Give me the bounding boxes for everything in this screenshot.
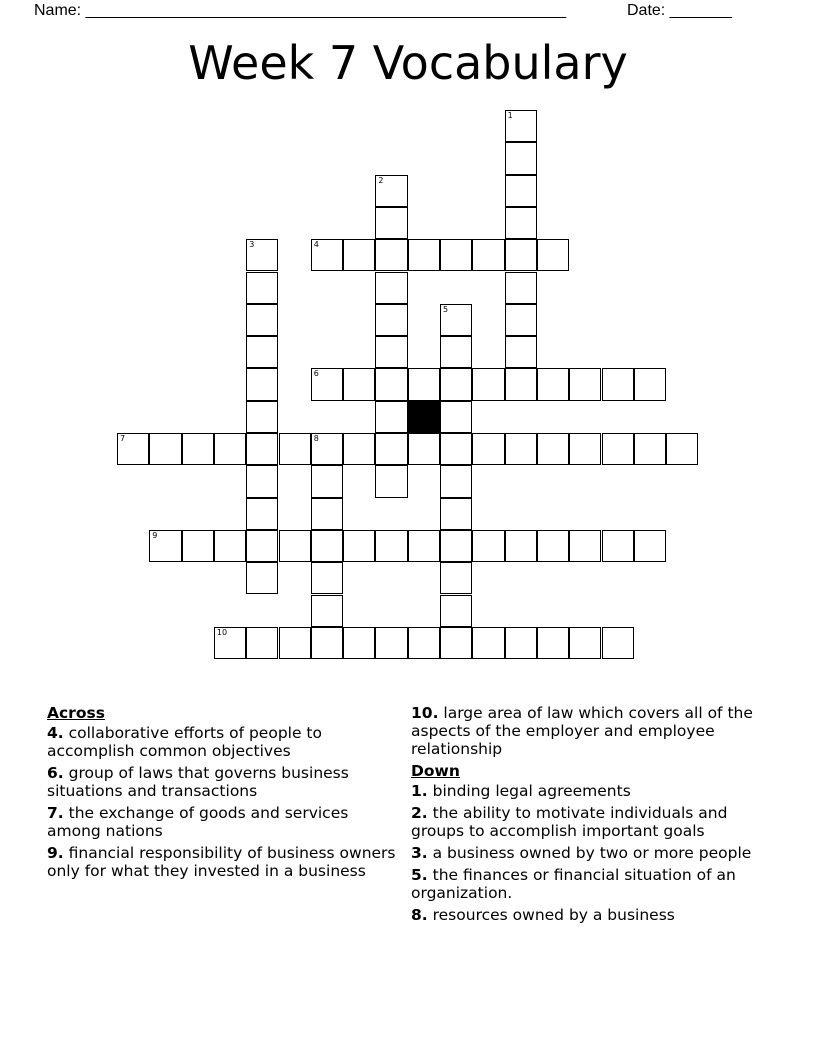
clue-text: the ability to motivate individuals and groups to accomplish important goals <box>411 804 728 840</box>
clue-number: 9 <box>152 530 158 540</box>
grid-cell[interactable] <box>375 368 407 400</box>
clue-item <box>411 844 781 862</box>
grid-cell[interactable] <box>505 530 537 562</box>
grid-cell[interactable] <box>214 433 246 465</box>
grid-cell[interactable] <box>246 465 278 497</box>
grid-cell[interactable] <box>375 401 407 433</box>
grid-cell[interactable] <box>408 239 440 271</box>
grid-cell[interactable] <box>375 465 407 497</box>
grid-cell[interactable] <box>505 175 537 207</box>
grid-cell[interactable] <box>472 239 504 271</box>
grid-cell[interactable] <box>246 530 278 562</box>
clue-num: 3. <box>411 844 428 862</box>
grid-cell[interactable] <box>440 239 472 271</box>
grid-cell[interactable] <box>214 530 246 562</box>
clue-text: large area of law which covers all of the aspects of the employer and employee relationship <box>411 704 753 758</box>
clue-number: 4 <box>313 240 319 250</box>
grid-cell[interactable] <box>440 401 472 433</box>
grid-cell[interactable] <box>505 142 537 174</box>
clue-number: 10 <box>216 627 228 637</box>
grid-cell[interactable] <box>343 627 375 659</box>
grid-cell[interactable] <box>311 368 343 400</box>
clue-num: 9. <box>47 844 64 862</box>
grid-cell[interactable] <box>602 433 634 465</box>
grid-cell[interactable] <box>472 368 504 400</box>
grid-cell[interactable] <box>343 530 375 562</box>
grid-cell[interactable] <box>311 239 343 271</box>
grid-cell[interactable] <box>375 175 407 207</box>
clues-right <box>411 704 781 928</box>
grid-cell[interactable] <box>117 433 149 465</box>
page-title: Week 7 Vocabulary <box>188 36 628 90</box>
clue-num: 4. <box>47 724 64 742</box>
grid-cell[interactable] <box>537 433 569 465</box>
grid-cell[interactable] <box>311 530 343 562</box>
clue-item <box>411 866 781 902</box>
grid-cell[interactable] <box>375 304 407 336</box>
clue-text: group of laws that governs business situations and transactions <box>47 764 349 800</box>
grid-cell[interactable] <box>375 627 407 659</box>
clue-number: 7 <box>120 434 126 443</box>
clue-text: binding legal agreements <box>427 782 631 800</box>
grid-cell[interactable] <box>440 433 472 465</box>
grid-cell[interactable] <box>279 433 311 465</box>
grid-cell[interactable] <box>246 272 278 304</box>
grid-cell[interactable] <box>472 530 504 562</box>
date-field: Date: _______ <box>627 2 732 19</box>
grid-cell[interactable] <box>666 433 698 465</box>
grid-cell[interactable] <box>537 530 569 562</box>
grid-cell[interactable] <box>505 239 537 271</box>
grid-cell[interactable] <box>440 627 472 659</box>
grid-cell[interactable] <box>214 627 246 659</box>
clue-text: collaborative efforts of people to accomplish common objectives <box>47 724 322 760</box>
clue-num: 6. <box>47 764 64 782</box>
grid-cell[interactable] <box>440 530 472 562</box>
clue-item <box>47 724 397 760</box>
clue-number: 6 <box>313 369 319 379</box>
clue-num: 7. <box>47 804 64 822</box>
grid-cell[interactable] <box>279 627 311 659</box>
grid-cell[interactable] <box>311 595 343 627</box>
grid-cell[interactable] <box>505 110 537 142</box>
grid-cell[interactable] <box>279 530 311 562</box>
clue-text: the exchange of goods and services among nations <box>47 804 349 840</box>
clue-num: 8. <box>411 906 428 924</box>
grid-cell[interactable] <box>311 465 343 497</box>
grid-cell[interactable] <box>440 595 472 627</box>
clues-left <box>47 704 397 884</box>
clue-text: resources owned by a business <box>427 906 675 924</box>
grid-cell[interactable] <box>569 530 601 562</box>
clue-number: 5 <box>443 304 449 314</box>
grid-cell[interactable] <box>375 207 407 239</box>
grid-cell[interactable] <box>343 433 375 465</box>
grid-cell[interactable] <box>634 368 666 400</box>
grid-cell[interactable] <box>246 304 278 336</box>
clue-number: 1 <box>507 111 513 120</box>
grid-cell[interactable] <box>505 433 537 465</box>
grid-cell[interactable] <box>246 239 278 271</box>
grid-cell[interactable] <box>634 530 666 562</box>
clue-num: 2. <box>411 804 428 822</box>
grid-cell[interactable] <box>569 368 601 400</box>
grid-cell[interactable] <box>440 304 472 336</box>
name-field: Name: ______________________________________________________ <box>34 2 567 19</box>
clue-number: 8 <box>313 434 319 443</box>
grid-cell[interactable] <box>343 368 375 400</box>
black-cell <box>408 401 440 433</box>
grid-cell[interactable] <box>472 433 504 465</box>
grid-cell[interactable] <box>537 627 569 659</box>
grid-cell[interactable] <box>440 465 472 497</box>
grid-cell[interactable] <box>440 498 472 530</box>
grid-cell[interactable] <box>246 401 278 433</box>
grid-cell[interactable] <box>408 530 440 562</box>
clue-item <box>411 906 781 924</box>
clue-item <box>411 782 781 800</box>
grid-cell[interactable] <box>311 433 343 465</box>
grid-cell[interactable] <box>408 433 440 465</box>
grid-cell[interactable] <box>149 433 181 465</box>
grid-cell[interactable] <box>634 433 666 465</box>
grid-cell[interactable] <box>246 368 278 400</box>
clue-text: the finances or financial situation of an organization. <box>411 866 736 902</box>
grid-cell[interactable] <box>505 304 537 336</box>
grid-cell[interactable] <box>408 627 440 659</box>
grid-cell[interactable] <box>602 627 634 659</box>
grid-cell[interactable] <box>472 627 504 659</box>
clue-num: 5. <box>411 866 428 884</box>
grid-cell[interactable] <box>246 627 278 659</box>
grid-cell[interactable] <box>602 530 634 562</box>
clue-item <box>47 804 397 840</box>
grid-cell[interactable] <box>182 433 214 465</box>
clue-number: 3 <box>249 240 255 250</box>
grid-cell[interactable] <box>246 336 278 368</box>
clue-item <box>47 844 397 880</box>
grid-cell[interactable] <box>375 239 407 271</box>
grid-cell[interactable] <box>505 368 537 400</box>
grid-cell[interactable] <box>505 627 537 659</box>
grid-cell[interactable] <box>375 336 407 368</box>
grid-cell[interactable] <box>569 433 601 465</box>
grid-cell[interactable] <box>569 627 601 659</box>
clue-number: 2 <box>378 175 384 185</box>
grid-cell[interactable] <box>537 368 569 400</box>
grid-cell[interactable] <box>343 239 375 271</box>
grid-cell[interactable] <box>246 562 278 594</box>
grid-cell[interactable] <box>311 562 343 594</box>
clue-text: financial responsibility of business owners only for what they invested in a business <box>47 844 396 880</box>
grid-cell[interactable] <box>408 368 440 400</box>
grid-cell[interactable] <box>602 368 634 400</box>
grid-cell[interactable] <box>505 336 537 368</box>
clue-text: a business owned by two or more people <box>427 844 752 862</box>
grid-cell[interactable] <box>149 530 181 562</box>
grid-cell[interactable] <box>246 498 278 530</box>
down-heading: Down <box>411 762 460 780</box>
clue-num: 1. <box>411 782 428 800</box>
grid-cell[interactable] <box>246 433 278 465</box>
grid-cell[interactable] <box>440 336 472 368</box>
clue-item <box>411 804 781 840</box>
clue-item <box>411 704 781 758</box>
grid-cell[interactable] <box>537 239 569 271</box>
grid-cell[interactable] <box>182 530 214 562</box>
clue-num: 10. <box>411 704 439 722</box>
grid-cell[interactable] <box>440 562 472 594</box>
grid-cell[interactable] <box>440 368 472 400</box>
across-heading: Across <box>47 704 105 722</box>
grid-cell[interactable] <box>375 272 407 304</box>
grid-cell[interactable] <box>505 207 537 239</box>
grid-cell[interactable] <box>505 272 537 304</box>
clue-item <box>47 764 397 800</box>
grid-cell[interactable] <box>375 433 407 465</box>
grid-cell[interactable] <box>375 530 407 562</box>
grid-cell[interactable] <box>311 627 343 659</box>
grid-cell[interactable] <box>311 498 343 530</box>
